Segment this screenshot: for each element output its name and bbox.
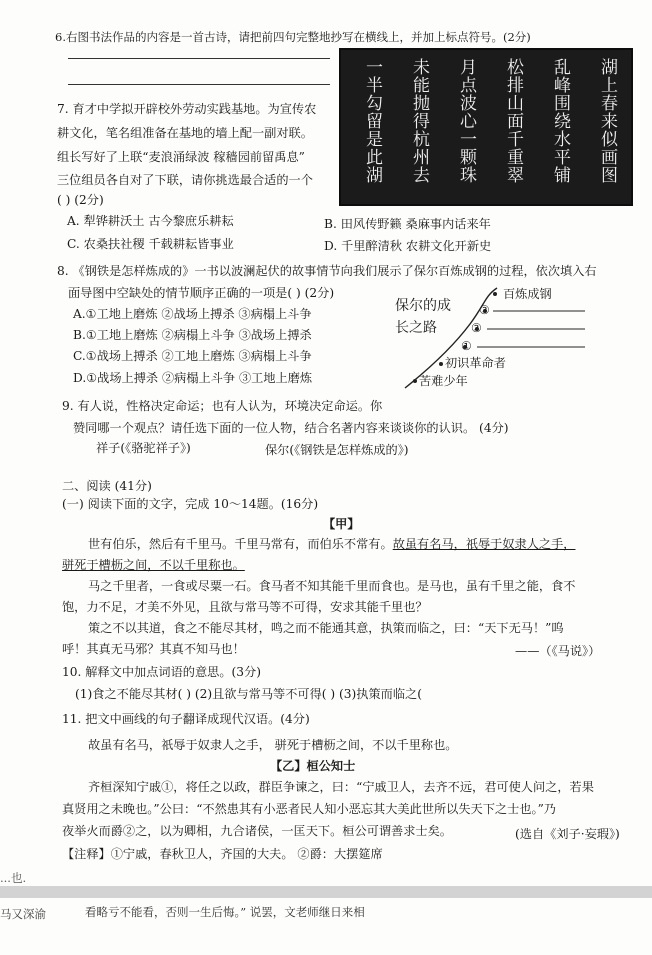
diagram-title: 保尔的成 [395, 298, 451, 314]
footer-text: 看略亏不能看，否则一生后悔。” 说罢，文老师继日来相 [85, 905, 365, 919]
diagram-node: ② [471, 321, 482, 335]
section-heading: 二、阅读 (41分) [62, 479, 152, 493]
calligraphy-column: 湖上春来似画图 [597, 58, 617, 184]
q9-line: 赞同哪一个观点？请任选下面的一位人物，结合名著内容来谈谈你的认识。 (4分) [73, 421, 509, 435]
passage-source: (选自《刘子·妄瑕》) [515, 827, 620, 841]
footer-fragment: 马又深渝 [0, 907, 46, 921]
passage-text: 夜举火而爵②之，以为卿相，九合诸侯，一匡天下。桓公可谓善求士矣。 [62, 824, 452, 838]
calligraphy-column: 月点波心一颗珠 [456, 58, 476, 184]
q7-answer-blank[interactable]: ( ) (2分) [57, 193, 104, 207]
calligraphy-column: 一半勾留是此湖 [362, 58, 382, 184]
q7-option-a[interactable]: A. 犁铧耕沃土 古今黎庶乐耕耘 [67, 214, 234, 228]
q7-line: 7. 育才中学拟开辟校外劳动实践基地。为宣传农 [57, 102, 317, 116]
section-subheading: (一) 阅读下面的文字，完成 10～14题。(16分) [62, 497, 319, 511]
q9-person-2: 保尔(《钢铁是怎样炼成的》) [265, 443, 409, 457]
diagram-node: 百炼成钢 [503, 287, 552, 301]
diagram-node: ③ [479, 303, 490, 317]
passage-text: 策之不以其道，食之不能尽其材，鸣之而不能通其意，执策而临之，曰：“天下无马！”呜 [88, 621, 564, 635]
q6-stem: 6.右图书法作品的内容是一首古诗，请把前四句完整地抄写在横线上，并加上标点符号。(2分) [55, 30, 531, 44]
passage-text: 真贤用之未晚也。”公曰：“不然患其有小恶者民人知小恶忘其大美此世所以失天下之士也。”乃 [62, 802, 556, 816]
q8-option-a[interactable]: A.①工地上磨炼 ②战场上搏杀 ③病榻上斗争 [73, 307, 312, 321]
passage-text: 世有伯乐，然后有千里马。千里马常有，而伯乐不常有。 [88, 537, 393, 551]
q7-option-d[interactable]: D. 千里醉清秋 农耕文化开新史 [324, 239, 492, 253]
q11-stem: 11. 把文中画线的句子翻译成现代汉语。(4分) [62, 712, 310, 726]
q10-items[interactable]: (1)食之不能尽其材( ) (2)且欲与常马等不可得( ) (3)执策而临之( [75, 687, 422, 701]
calligraphy-image [339, 48, 633, 206]
calligraphy-column: 未能抛得杭州去 [409, 58, 429, 184]
passage-source: ——（《马说》） [515, 644, 601, 658]
q7-option-b[interactable]: B. 田风传野籁 桑麻事内话来年 [324, 217, 491, 231]
q7-line: 组长写好了上联“麦浪涌绿波 稼穑园前留禹息” [57, 150, 305, 164]
diagram-node: 苦难少年 [419, 374, 468, 388]
passage-text: 饱，力不足，才美不外见，且欲与常马等不可得，安求其能千里也？ [62, 600, 428, 614]
passage-text: 呼！其真无马邪？其真不知马也！ [62, 642, 245, 656]
calligraphy-column: 乱峰围绕水平铺 [550, 58, 570, 184]
passage-title-jia: 【甲】 [323, 517, 360, 531]
passage-text: 齐桓深知宁戚①，将任之以政，群臣争谏之，曰：“宁戚卫人，去齐不远，君可使人问之，若果 [88, 780, 594, 794]
calligraphy-column: 松排山面千重翠 [503, 58, 523, 184]
q9-line: 9. 有人说，性格决定命运；也有人认为，环境决定命运。你 [62, 399, 383, 413]
q10-stem: 10. 解释文中加点词语的意思。(3分) [62, 665, 261, 679]
passage-text: 马之千里者，一食或尽粟一石。食马者不知其能千里而食也。是马也，虽有千里之能，食不 [88, 579, 576, 593]
diagram-title: 长之路 [395, 320, 437, 336]
q8-line: 面导图中空缺处的情节顺序正确的一项是( ) (2分) [68, 286, 335, 300]
q7-line: 三位组员各自对了下联，请你挑选最合适的一个 [57, 173, 313, 187]
diagram-node: 初识革命者 [445, 356, 506, 370]
q7-option-c[interactable]: C. 农桑扶社稷 千载耕耘皆事业 [67, 237, 234, 251]
diagram-node: ① [461, 339, 472, 353]
q8-line: 8. 《钢铁是怎样炼成的》一书以波澜起伏的故事情节向我们展示了保尔百炼成钢的过程，依次填入右 [57, 264, 597, 278]
q8-option-d[interactable]: D.①战场上搏杀 ②病榻上斗争 ③工地上磨炼 [73, 371, 313, 385]
underlined-sentence: 故虽有名马，祇辱于奴隶人之手， [392, 537, 576, 551]
annotation-note: 【注释】①宁戚，春秋卫人，齐国的大夫。 ②爵：大摆筵席 [62, 847, 383, 861]
q8-option-c[interactable]: C.①战场上搏杀 ②工地上磨炼 ③病榻上斗争 [73, 349, 312, 363]
q8-option-b[interactable]: B.①工地上磨炼 ②病榻上斗争 ③战场上搏杀 [73, 328, 312, 342]
q9-person-1: 祥子(《骆驼祥子》) [96, 441, 191, 455]
underlined-sentence: 骈死于槽枥之间，不以千里称也。 [62, 558, 245, 572]
answer-line[interactable] [68, 58, 330, 59]
page-edge-shadow [0, 886, 652, 898]
footer-fragment: ...也. [0, 871, 27, 885]
growth-road-diagram [385, 284, 615, 392]
passage-title-yi: 【乙】桓公知士 [270, 759, 356, 773]
q11-sentence: 故虽有名马，祇辱于奴隶人之手， 骈死于槽枥之间，不以千里称也。 [88, 738, 458, 752]
q7-line: 耕文化，笔名组准备在基地的墙上配一副对联。 [57, 126, 313, 140]
answer-line[interactable] [68, 84, 330, 85]
